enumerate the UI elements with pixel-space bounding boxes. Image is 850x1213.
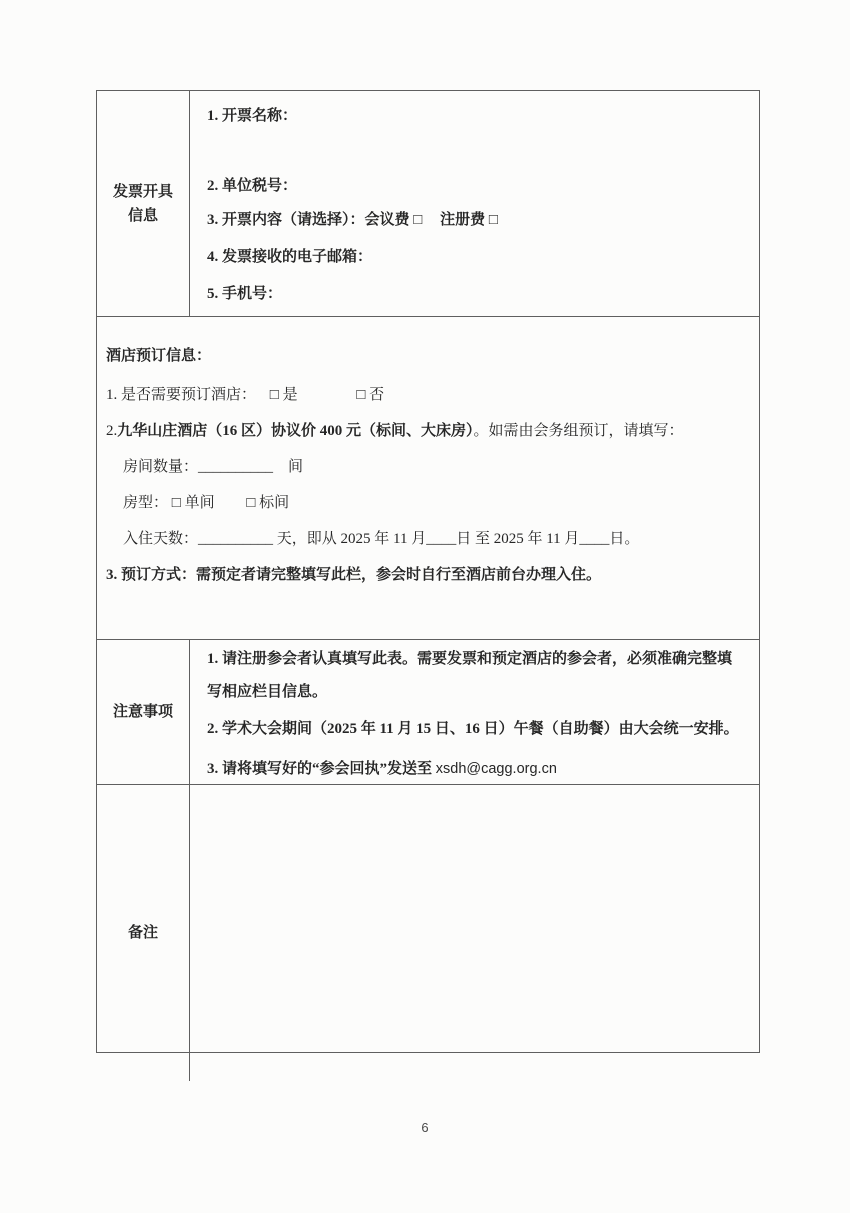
note-item-2: 2. 学术大会期间（2025 年 11 月 15 日、16 日）午餐（自助餐）由大会统一安排。 — [207, 721, 739, 737]
notes-header: 注意事项 — [97, 640, 190, 784]
hotel-price-rest: 。如需由会务组预订，请填写： — [473, 423, 684, 439]
checkbox-room-single[interactable]: □ — [171, 495, 181, 511]
hotel-booking-method-line: 3. 预订方式：需预定者请完整填写此栏，参会时自行至酒店前台办理入住。 — [106, 567, 602, 583]
registration-form-table — [96, 90, 760, 1053]
hotel-yes-label: 是 — [282, 387, 298, 403]
room-single-label: 单间 — [184, 495, 215, 511]
invoice-item-phone: 5. 手机号： — [207, 286, 283, 302]
invoice-content-label2: 注册费 — [440, 212, 486, 228]
note-item-1-line1: 1. 请注册参会者认真填写此表。需要发票和预定酒店的参会者，必须准确完整填 — [207, 651, 733, 667]
remarks-row — [97, 785, 759, 1081]
invoice-item-billing-name: 1. 开票名称： — [207, 108, 298, 124]
note-item-3-text: 3. 请将填写好的“参会回执”发送至 — [207, 761, 436, 777]
notes-cell — [190, 640, 759, 784]
notes-row — [97, 640, 759, 785]
checkbox-hotel-yes[interactable]: □ — [269, 387, 279, 403]
hotel-no-label: 否 — [369, 387, 385, 403]
note-item-3-email: xsdh@cagg.org.cn — [435, 761, 557, 777]
checkbox-room-standard[interactable]: □ — [246, 495, 256, 511]
room-standard-label: 标间 — [259, 495, 290, 511]
invoice-item-content — [207, 209, 745, 231]
remarks-cell — [190, 785, 759, 1081]
invoice-info-header — [97, 91, 190, 316]
hotel-days-line: 入住天数：__________ 天，即从 2025 年 11 月____日 至 2025 年 11 月____日。 — [123, 531, 640, 547]
invoice-item-tax-number: 2. 单位税号： — [207, 178, 298, 194]
hotel-price-prefix: 2. — [106, 423, 118, 439]
hotel-price-line — [106, 420, 747, 442]
hotel-need-label: 1. 是否需要预订酒店： — [106, 387, 257, 403]
hotel-rooms-line: 房间数量：__________ 间 — [123, 459, 304, 475]
hotel-reservation-row — [97, 317, 759, 640]
invoice-header-line1: 发票开具 — [112, 183, 173, 200]
remarks-header: 备注 — [97, 785, 190, 1081]
room-type-label: 房型： — [123, 495, 169, 511]
hotel-section-title: 酒店预订信息： — [106, 348, 212, 364]
page-number: 6 — [421, 1120, 429, 1135]
invoice-info-row — [97, 91, 759, 317]
note-item-1-line2: 写相应栏目信息。 — [207, 684, 328, 700]
checkbox-hotel-no[interactable]: □ — [356, 387, 366, 403]
invoice-info-cell — [190, 91, 759, 316]
invoice-content-label: 3. 开票内容（请选择）：会议费 — [207, 212, 410, 228]
invoice-item-email: 4. 发票接收的电子邮箱： — [207, 249, 373, 265]
checkbox-conference-fee[interactable]: □ — [413, 212, 423, 228]
invoice-header-line2: 信息 — [127, 207, 158, 224]
checkbox-registration-fee[interactable]: □ — [488, 212, 498, 228]
note-item-3 — [207, 758, 745, 780]
hotel-price-bold: 九华山庄酒店（16 区）协议价 400 元（标间、大床房） — [117, 423, 474, 439]
hotel-room-type-line — [123, 492, 747, 514]
hotel-need-question — [106, 384, 747, 406]
